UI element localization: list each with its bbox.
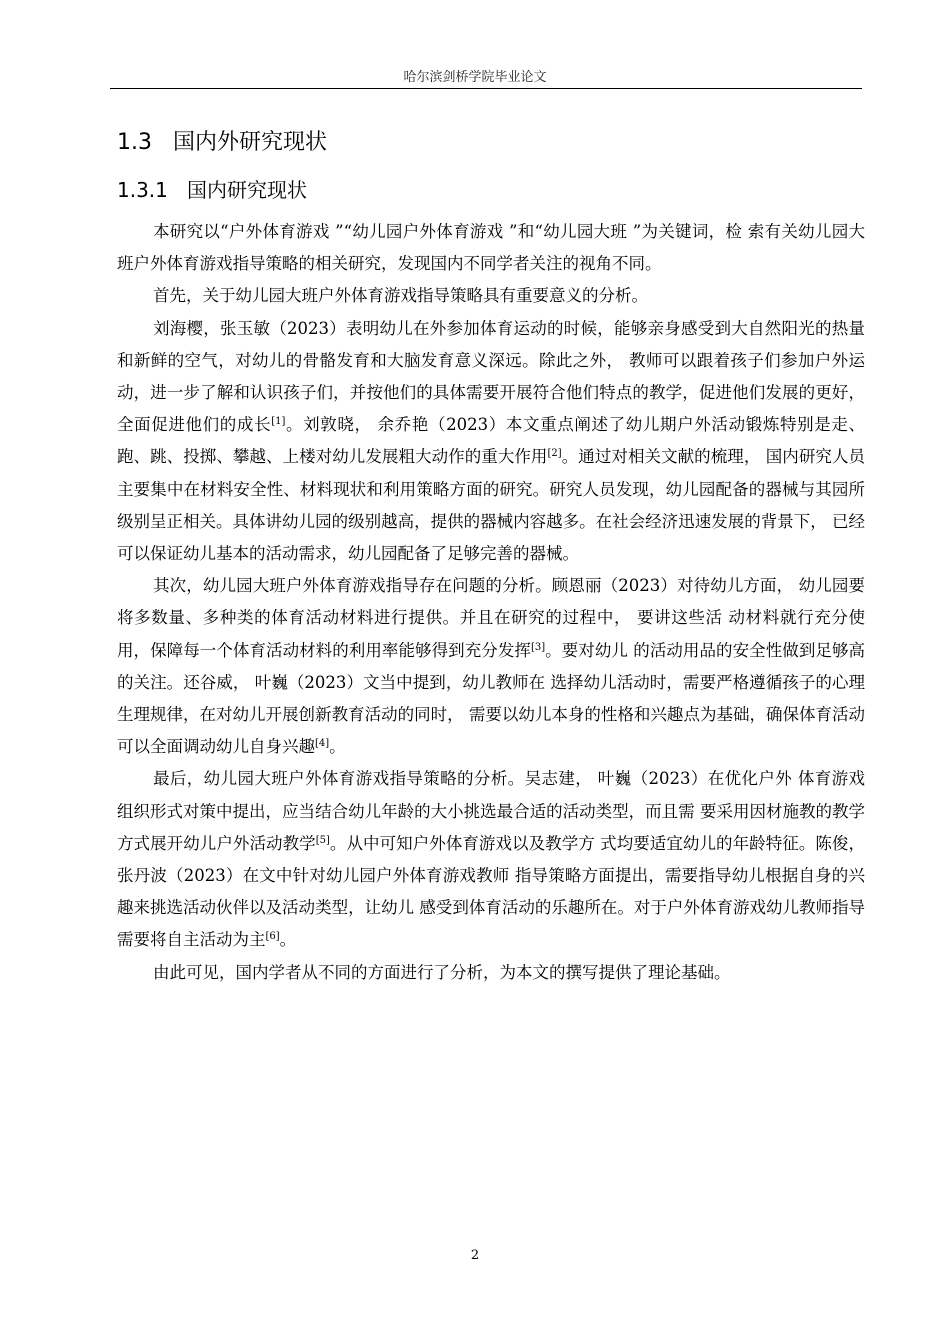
paragraph-text: 。 xyxy=(329,737,346,757)
paragraph-intro xyxy=(117,216,865,280)
citation-ref: [2] xyxy=(547,448,562,460)
paragraph-text: 。从中可知户外体育游戏以及教学方 式均要适宜幼儿的年龄特征。陈俊， 张丹波（2023）在文中针对幼儿园户外体育游戏教师 指导策略方面提出，需要指导幼儿根据自身的兴趣来挑选活动伙伴以及活动类型，让幼儿 感受到体育活动的乐趣所在。对于户外体育游戏幼儿教师指导需要将自主活动为主 xyxy=(117,833,865,950)
paragraph-conclusion xyxy=(117,957,865,989)
paragraph-first-point xyxy=(117,280,865,312)
header-divider xyxy=(110,88,862,89)
page-number: 2 xyxy=(470,1248,480,1263)
citation-ref: [4] xyxy=(315,738,330,750)
paragraph-text: 最后，幼儿园大班户外体育游戏指导策略的分析。吴志建， 叶巍（2023）在优化户外 体育游戏组织形式对策中提出，应当结合幼儿年龄的大小挑选最合适的活动类型，而且需 要采用因材施教的教学方式展开幼儿户外活动教学 xyxy=(117,769,865,853)
paragraph-text: 。要对幼儿 的活动用品的安全性做到足够高的关注。还谷威， 叶巍（2023）文当中提到，幼儿教师在 选择幼儿活动时，需要严格遵循孩子的心理生理规律，在对幼儿开展创新教育活动的同时， 需要以幼儿本身的性格和兴趣点为基础，确保体育活动可以全面调动幼儿自身兴趣 xyxy=(117,640,866,757)
paragraph-strategies xyxy=(117,763,865,956)
paragraph-text: 。刘敦晓， 余乔艳（2023）本文重点阐述了幼儿期户外活动锻炼特别是走、跑、跳、投掷、攀越、上楼对幼儿发展粗大动作的重大作用 xyxy=(117,415,865,467)
running-header: 哈尔滨剑桥学院毕业论文 xyxy=(403,70,547,85)
body-text xyxy=(117,216,865,989)
section-heading: 1.3 国内外研究现状 xyxy=(117,130,327,155)
paragraph-text: 。 xyxy=(279,930,297,950)
paragraph-text: 首先，关于幼儿园大班户外体育游戏指导策略具有重要意义的分析。 xyxy=(153,286,648,306)
paragraph-problems xyxy=(117,570,865,763)
paragraph-significance xyxy=(117,313,865,571)
citation-ref: [6] xyxy=(265,931,280,943)
paragraph-text: 本研究以“户外体育游戏 ”“幼儿园户外体育游戏 ”和“幼儿园大班 ”为关键词，检 索有关幼儿园大班户外体育游戏指导策略的相关研究，发现国内不同学者关注的视角不同。 xyxy=(117,222,865,274)
paragraph-text: 刘海樱，张玉敏（2023）表明幼儿在外参加体育运动的时候，能够亲身感受到大自然阳光的热量和新鲜的空气，对幼儿的骨骼发育和大脑发育意义深远。除此之外， 教师可以跟着孩子们参加户外运动，进一步了解和认识孩子们，并按他们的具体需要开展符合他们特点的教学，促进他们发展的更好，全面促进他们的成长 xyxy=(117,318,865,435)
citation-ref: [3] xyxy=(530,641,546,653)
paragraph-text: 其次，幼儿园大班户外体育游戏指导存在问题的分析。顾恩丽（2023）对待幼儿方面， 幼儿园要将多数量、多种类的体育活动材料进行提供。并且在研究的过程中， 要讲这些活 动材料就行充分使用，保障每一个体育活动材料的利用率能够得到充分发挥 xyxy=(117,576,865,660)
paragraph-text: 。通过对相关文献的梳理， 国内研究人员主要集中在材料安全性、材料现状和利用策略方面的研究。研究人员发现，幼儿园配备的器械与其园所级别呈正相关。具体讲幼儿园的级别越高，提供的器械内容越多。在社会经济迅速发展的背景下， 已经可以保证幼儿基本的活动需求，幼儿园配备了足够完善的器械。 xyxy=(117,447,866,564)
paragraph-text: 由此可见，国内学者从不同的方面进行了分析，为本文的撰写提供了理论基础。 xyxy=(153,962,731,982)
citation-ref: [5] xyxy=(315,834,330,846)
subsection-heading: 1.3.1 国内研究现状 xyxy=(117,178,307,202)
citation-ref: [1] xyxy=(271,416,286,428)
